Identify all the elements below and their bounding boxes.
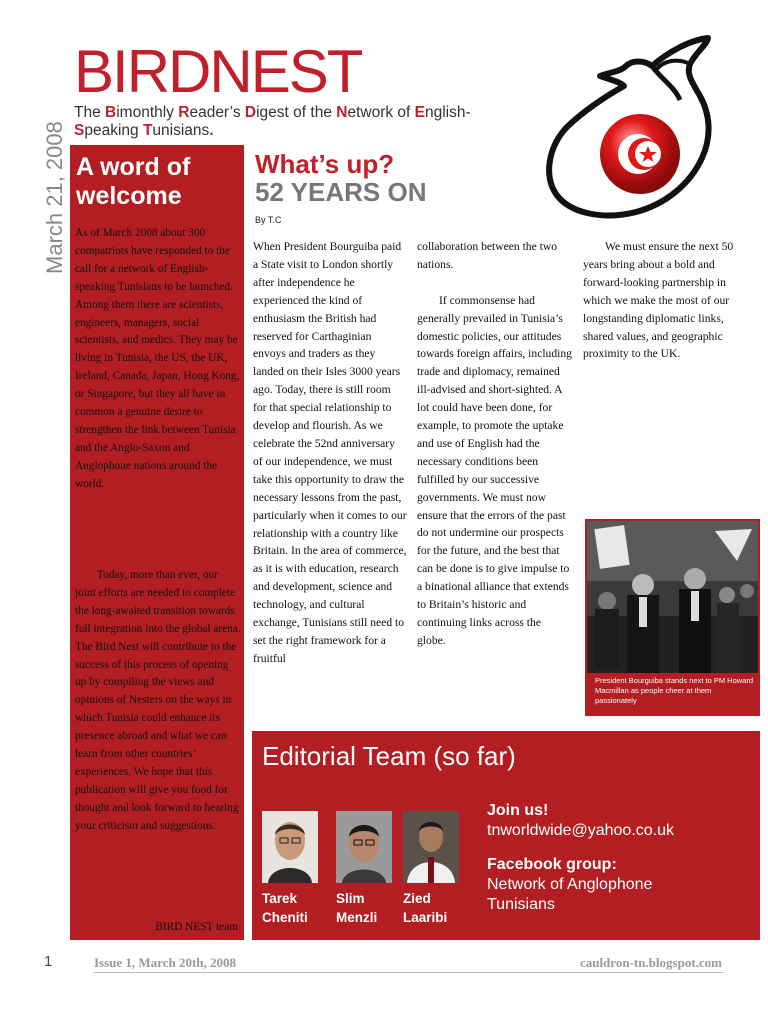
- masthead-title-bird: BIRD: [74, 38, 210, 105]
- subtitle-initial: S: [74, 122, 85, 139]
- subtitle-initial: N: [336, 104, 348, 121]
- subtitle-initial: B: [105, 104, 117, 121]
- page-footer: [44, 955, 724, 977]
- article-column-2-para-1: collaboration between the two nations.: [417, 240, 558, 271]
- issue-label: Issue 1, March 20th, 2008: [94, 955, 237, 970]
- photo-caption: President Bourguiba stands next to PM Howard Macmillan as people cheer at them passionately: [595, 676, 754, 705]
- team-member-first-name: Tarek: [262, 891, 298, 906]
- welcome-heading: A word of welcome: [76, 153, 191, 210]
- facebook-group-line-2[interactable]: Tunisians: [487, 896, 555, 913]
- subtitle-text: imonthly: [116, 104, 179, 121]
- subtitle-text: peaking: [84, 122, 143, 139]
- article-column-2-para-2: If commonsense had generally prevailed in Tunisia’s domestic policies, our attitudes towards foreign affairs, including trade and diplomacy, remained ill-advised and short-sighted. A lot could have been done, for example, to promote the uptake and use of English had the necessary conditions been fulfilled by our successive governments. We must now ensure that the errors of the past do not undermine our prospects for the future, and the best that can be done is to give impulse to a binational alliance that extends to Britain’s historic and continuing links across the globe.: [417, 293, 572, 647]
- welcome-paragraph-2: Today, more than ever, our joint efforts are needed to complete the long-awaited transition towards full integration into the global arena. The Bird Nest will contribute to the success of this process of opening up by compiling the views and opinions of Nesters on the ways in which Tunisia could enhance its presence abroad and what we can learn from other countries’ experiences. We hope that this publication will give you food for thought and look forward to hearing your criticism and suggestions.: [75, 569, 241, 832]
- team-member-first-name: Zied: [403, 891, 431, 906]
- facebook-heading: Facebook group:: [487, 856, 617, 873]
- article-headline: 52 YEARS ON: [255, 177, 427, 207]
- facebook-group-line-1[interactable]: Network of Anglophone: [487, 876, 653, 893]
- article-byline: By T.C: [255, 215, 282, 225]
- article-column-1: When President Bourguiba paid a State visit to London shortly after independence he experienced the kind of enthusiasm the British had reserved for Carthaginian envoys and traders as they landed on their Isles 3000 years ago. Today, there is still room for that special relationship to develop and flourish. As we celebrate the 52nd anniversary of our independence, we must take this opportunity to draw the necessary lessons from the past, particularly when it comes to our relationship with a country like Britain. In the area of commerce, as it is with education, research and development, science and technology, and cultural exchange, Tunisians still need to set the right framework for a fruitful: [253, 240, 407, 665]
- subtitle-initial: D: [244, 104, 257, 121]
- issue-date: March 21, 2008: [42, 121, 67, 274]
- blog-url-link[interactable]: cauldron-tn.blogspot.com: [579, 955, 722, 970]
- subtitle-text: unisians: [152, 122, 210, 139]
- join-info: [487, 801, 674, 915]
- article-column-2: [417, 238, 572, 650]
- avatar: [336, 811, 392, 883]
- subtitle-initial: .: [209, 122, 214, 139]
- join-email-link[interactable]: tnworldwide@yahoo.co.uk: [487, 822, 675, 839]
- subtitle-initial: T: [142, 122, 153, 139]
- editorial-team-box: [252, 731, 760, 940]
- welcome-paragraph-1: As of March 2008 about 300 compatriots have responded to the call for a network of English-speaking Tunisians to be launched. Among them there are scientists, engineers, managers, social scientists, and medics. They may be living in Tunisia, the US, the UK, Ireland, Canada, Japan, Hong Kong, or Singapore, but they all have in common a genuine desire to strengthen the link between Tunisia and the Anglo-Saxon and Anglophone nations around the world.: [75, 227, 240, 490]
- subtitle-initial: E: [414, 104, 425, 121]
- bird-nest-logo-icon: [540, 30, 748, 220]
- masthead-title-nest: NEST: [209, 38, 362, 105]
- article-photo-frame: [585, 519, 760, 716]
- welcome-column: [70, 145, 244, 940]
- welcome-signature: BIRD NEST team: [155, 921, 238, 933]
- masthead-subtitle: [74, 104, 484, 140]
- subtitle-text: etwork of: [347, 104, 415, 121]
- join-heading: Join us!: [487, 802, 549, 819]
- footer-divider: [94, 972, 724, 973]
- team-member-last-name: Cheniti: [262, 910, 308, 925]
- subtitle-initial: R: [178, 104, 190, 121]
- team-member-last-name: Laaribi: [403, 910, 448, 925]
- team-member: [262, 811, 322, 927]
- article-column-3: We must ensure the next 50 years bring about a bold and forward-looking partnership in which we make the most of our longstanding diplomatic links, shared values, and geographic proximity to the UK.: [583, 240, 734, 361]
- subtitle-text: nglish-: [425, 104, 471, 121]
- team-member-first-name: Slim: [336, 891, 365, 906]
- page-number: 1: [44, 953, 53, 970]
- masthead-title: [74, 38, 362, 105]
- subtitle-text: The: [74, 104, 106, 121]
- team-member: [336, 811, 396, 927]
- avatar: [403, 811, 459, 883]
- historic-photo-image: [587, 521, 758, 673]
- article-kicker: What’s up?: [255, 149, 395, 179]
- subtitle-text: eader’s: [189, 104, 245, 121]
- avatar: [262, 811, 318, 883]
- team-member: [403, 811, 463, 927]
- team-member-last-name: Menzli: [336, 910, 378, 925]
- editorial-heading: Editorial Team (so far): [262, 741, 516, 771]
- subtitle-text: igest of the: [256, 104, 337, 121]
